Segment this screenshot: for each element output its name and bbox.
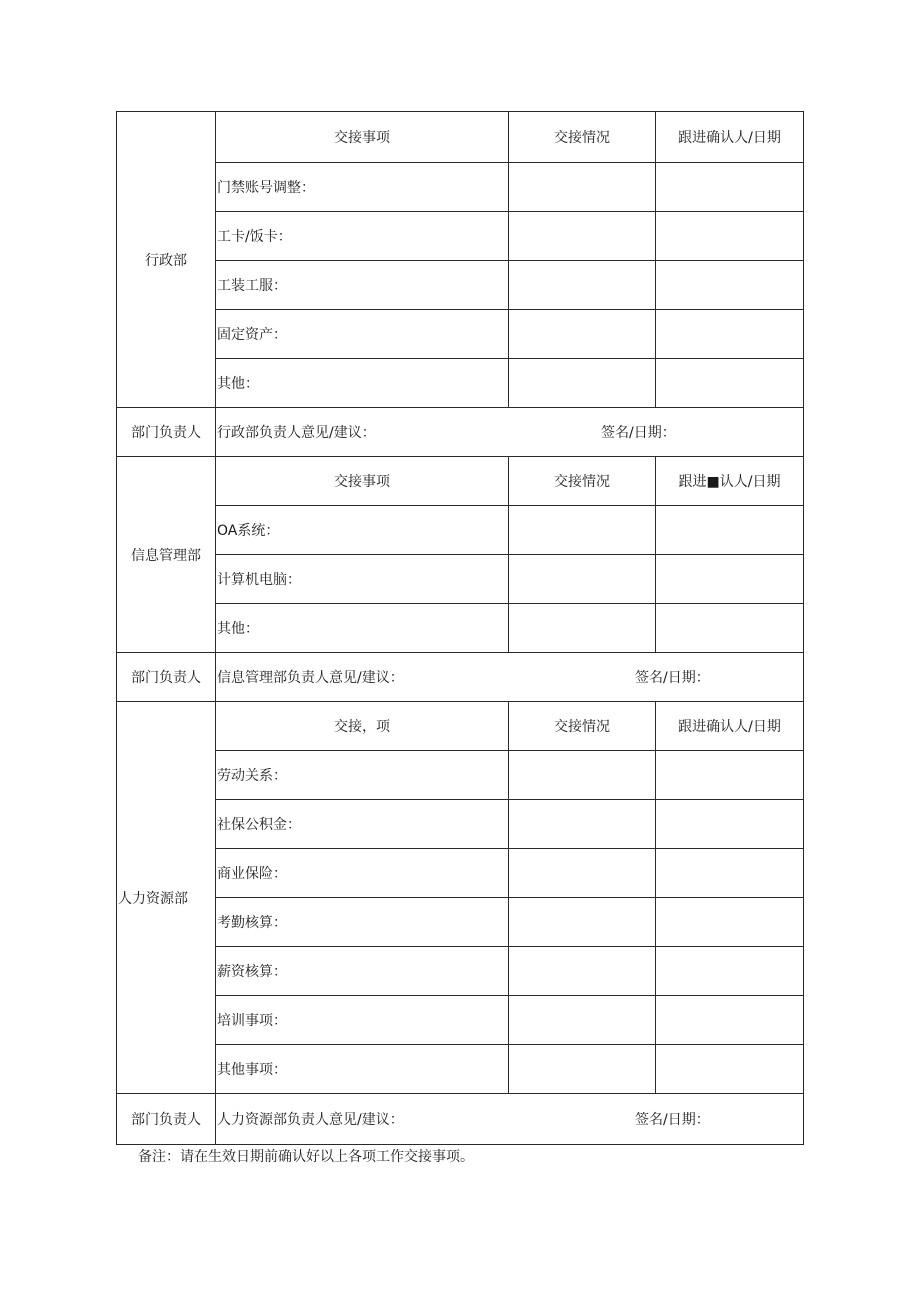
header-handover-status: 交接情况 <box>509 112 656 163</box>
item-label: 社保公积金： <box>216 800 509 849</box>
status-cell[interactable] <box>509 163 656 212</box>
table-row <box>117 261 804 310</box>
item-label: 其他： <box>216 359 509 408</box>
item-label: 门禁账号调整： <box>216 163 509 212</box>
opinion-label: 信息管理部负责人意见/建议： <box>217 670 404 686</box>
table-row <box>117 310 804 359</box>
signature-date-label: 签名/日期： <box>601 425 676 441</box>
header-handover-status: 交接情况 <box>509 702 656 751</box>
status-cell[interactable] <box>509 604 656 653</box>
status-cell[interactable] <box>509 212 656 261</box>
admin-manager-row <box>117 408 804 457</box>
header-handover-item: 交接事项 <box>216 112 509 163</box>
status-cell[interactable] <box>509 751 656 800</box>
status-cell[interactable] <box>509 261 656 310</box>
table-row <box>117 604 804 653</box>
confirmer-cell[interactable] <box>656 359 804 408</box>
item-label: 工卡/饭卡： <box>216 212 509 261</box>
item-label: 工装工服： <box>216 261 509 310</box>
table-row <box>117 555 804 604</box>
manager-opinion-cell[interactable] <box>216 1094 804 1145</box>
confirmer-cell[interactable] <box>656 163 804 212</box>
signature-date-label: 签名/日期： <box>635 1112 710 1128</box>
it-manager-row <box>117 653 804 702</box>
status-cell[interactable] <box>509 359 656 408</box>
header-handover-item: 交接事项 <box>216 457 509 506</box>
confirmer-cell[interactable] <box>656 800 804 849</box>
item-label: 商业保险： <box>216 849 509 898</box>
item-label: 固定资产： <box>216 310 509 359</box>
confirmer-cell[interactable] <box>656 212 804 261</box>
status-cell[interactable] <box>509 1045 656 1094</box>
confirmer-cell[interactable] <box>656 261 804 310</box>
table-row <box>117 212 804 261</box>
item-label: 计算机电脑： <box>216 555 509 604</box>
manager-opinion-cell[interactable] <box>216 653 804 702</box>
header-confirmer-date: 跟进确认人/日期 <box>656 702 804 751</box>
confirmer-cell[interactable] <box>656 996 804 1045</box>
table-row <box>117 359 804 408</box>
confirmer-cell[interactable] <box>656 555 804 604</box>
confirmer-cell[interactable] <box>656 310 804 359</box>
header-confirmer-date: 跟进■认人/日期 <box>656 457 804 506</box>
confirmer-cell[interactable] <box>656 1045 804 1094</box>
status-cell[interactable] <box>509 555 656 604</box>
table-row <box>117 163 804 212</box>
dept-cell-admin: 行政部 <box>117 112 216 408</box>
status-cell[interactable] <box>509 800 656 849</box>
confirmer-cell[interactable] <box>656 751 804 800</box>
confirmer-cell[interactable] <box>656 898 804 947</box>
table-row <box>117 996 804 1045</box>
it-header-row <box>117 457 804 506</box>
header-handover-status: 交接情况 <box>509 457 656 506</box>
table-row <box>117 849 804 898</box>
dept-cell-it: 信息管理部 <box>117 457 216 653</box>
dept-cell-hr: 人力资源部 <box>117 702 216 1094</box>
item-label: 考勤核算： <box>216 898 509 947</box>
table-row <box>117 898 804 947</box>
confirmer-cell[interactable] <box>656 849 804 898</box>
table-row <box>117 751 804 800</box>
item-label: 培训事项： <box>216 996 509 1045</box>
handover-form-table <box>116 111 804 1145</box>
footnote: 备注：请在生效日期前确认好以上各项工作交接事项。 <box>138 1149 474 1165</box>
status-cell[interactable] <box>509 996 656 1045</box>
hr-header-row <box>117 702 804 751</box>
manager-label: 部门负责人 <box>117 653 216 702</box>
signature-date-label: 签名/日期： <box>635 670 710 686</box>
opinion-label: 行政部负责人意见/建议： <box>217 425 376 441</box>
item-label: 劳动关系： <box>216 751 509 800</box>
header-confirmer-date: 跟进确认人/日期 <box>656 112 804 163</box>
status-cell[interactable] <box>509 506 656 555</box>
status-cell[interactable] <box>509 898 656 947</box>
table-row <box>117 1045 804 1094</box>
header-handover-item: 交接，项 <box>216 702 509 751</box>
admin-header-row <box>117 112 804 163</box>
confirmer-cell[interactable] <box>656 506 804 555</box>
item-label: 其他事项： <box>216 1045 509 1094</box>
manager-label: 部门负责人 <box>117 1094 216 1145</box>
status-cell[interactable] <box>509 310 656 359</box>
item-label: 其他： <box>216 604 509 653</box>
item-label: OA系统： <box>216 506 509 555</box>
opinion-label: 人力资源部负责人意见/建议： <box>217 1112 404 1128</box>
table-row <box>117 800 804 849</box>
status-cell[interactable] <box>509 947 656 996</box>
hr-manager-row <box>117 1094 804 1145</box>
table-row <box>117 506 804 555</box>
status-cell[interactable] <box>509 849 656 898</box>
manager-label: 部门负责人 <box>117 408 216 457</box>
manager-opinion-cell[interactable] <box>216 408 804 457</box>
table-row <box>117 947 804 996</box>
confirmer-cell[interactable] <box>656 947 804 996</box>
item-label: 薪资核算： <box>216 947 509 996</box>
confirmer-cell[interactable] <box>656 604 804 653</box>
